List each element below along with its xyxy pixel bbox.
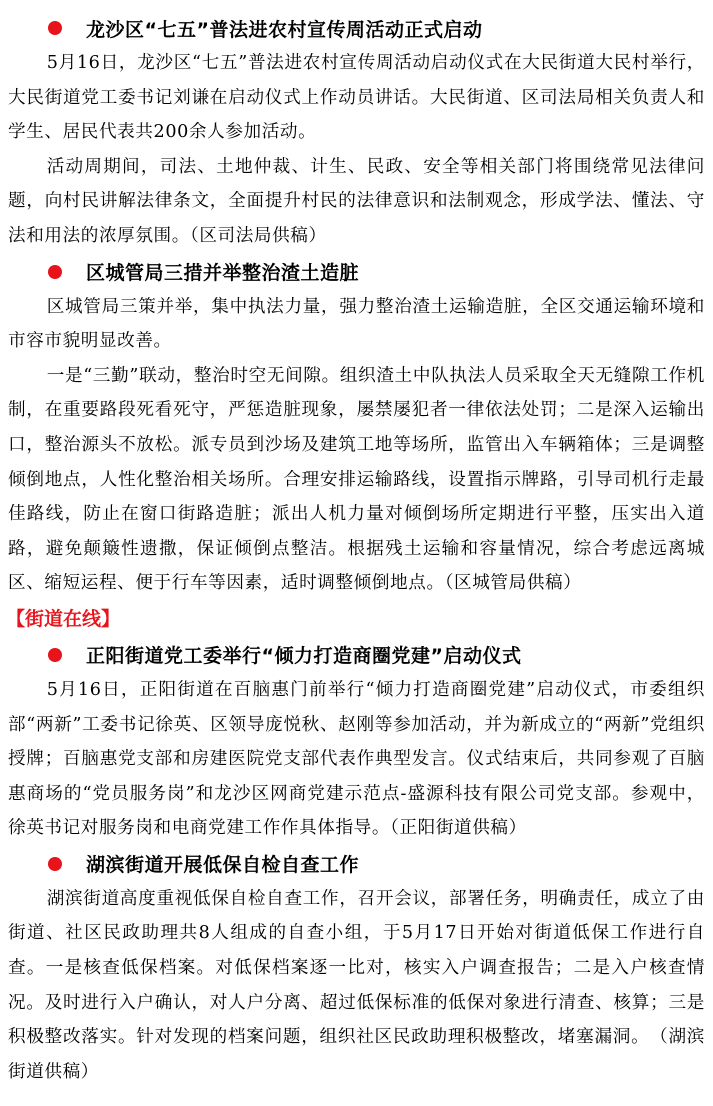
section-label: 【街道在线】 xyxy=(6,607,121,630)
red-bullet-icon xyxy=(48,21,62,35)
article-heading xyxy=(48,846,713,882)
article-paragraph: 一是“三勤”联动，整治时空无间隙。组织渣土中队执法人员采取全天无缝隙工作机制，在重要路段死看死守，严惩造脏现象，屡禁屡犯者一律依法处罚；二是深入运输出口，整治源头不放松。派专员到沙场及建筑工地等场所，监管出入车辆箱体；三是调整倾倒地点，人性化整治相关场所。合理安排运输路线，设置指示牌路，引导司机行走最佳路线，防止在窗口街路造脏；派出人机力量对倾倒场所定期进行平整，压实出入道路，避免颠簸性遗撒，保证倾倒点整洁。根据残土运输和容量情况，综合考虑远离城区、缩短运程、便于行车等因素，适时调整倾倒地点。（区城管局供稿） xyxy=(8,365,705,594)
red-bullet-icon xyxy=(48,857,62,871)
article-title: 区城管局三措并举整治渣土造脏 xyxy=(86,262,360,285)
red-bullet-icon xyxy=(48,265,62,279)
article-title: 湖滨街道开展低保自检自查工作 xyxy=(86,854,360,877)
article-paragraph: 5月16日，龙沙区“七五”普法进农村宣传周活动启动仪式在大民街道大民村举行，大民街道党工委书记刘谦在启动仪式上作动员讲话。大民街道、区司法局相关负责人和学生、居民代表共200余人参加活动。 xyxy=(8,53,705,143)
article-heading xyxy=(48,254,713,290)
article-paragraph: 区城管局三策并举，集中执法力量，强力整治渣土运输造脏，全区交通运输环境和市容市貌明显改善。 xyxy=(8,296,705,352)
article-paragraph: 湖滨街道高度重视低保自检自查工作，召开会议，部署任务，明确责任，成立了由街道、社区民政助理共8人组成的自查小组，于5月17日开始对街道低保工作进行自查。一是核查低保档案。对低保档案逐一比对，核实入户调查报告；二是入户核查情况。及时进行入户确认，对人户分离、超过低保标准的低保对象进行清查、核算；三是积极整改落实。针对发现的档案问题，组织社区民政助理积极整改，堵塞漏洞。 （湖滨街道供稿） xyxy=(8,888,705,1082)
article-heading xyxy=(48,10,713,46)
article-heading xyxy=(48,637,713,673)
article-title: 正阳街道党工委举行“倾力打造商圈党建”启动仪式 xyxy=(86,645,522,668)
article-paragraph: 5月16日，正阳街道在百脑惠门前举行“倾力打造商圈党建”启动仪式，市委组织部“两新”工委书记徐英、区领导庞悦秋、赵刚等参加活动，并为新成立的“两新”党组织授牌；百脑惠党支部和房建医院党支部代表作典型发言。仪式结束后，共同参观了百脑惠商场的“党员服务岗”和龙沙区网商党建示范点-盛源科技有限公司党支部。参观中，徐英书记对服务岗和电商党建工作作具体指导。（正阳街道供稿） xyxy=(8,679,705,839)
red-bullet-icon xyxy=(48,648,62,662)
article-title: 龙沙区“七五”普法进农村宣传周活动正式启动 xyxy=(86,18,483,41)
article-paragraph: 活动周期间，司法、土地仲裁、计生、民政、安全等相关部门将围绕常见法律问题，向村民讲解法律条文，全面提升村民的法律意识和法制观念，形成学法、懂法、守法和用法的浓厚氛围。（区司法局供稿） xyxy=(8,156,705,246)
